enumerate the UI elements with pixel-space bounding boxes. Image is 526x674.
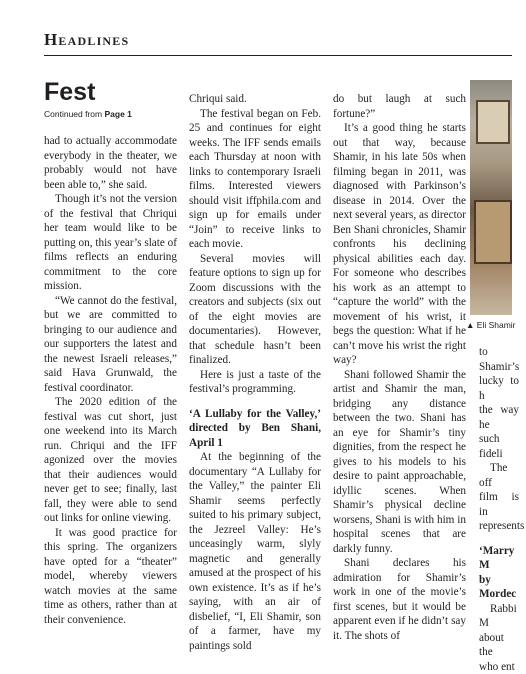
text-line: represents: [479, 519, 519, 534]
article-column-4: [479, 345, 519, 674]
paragraph: At the beginning of the documentary “A Lullaby for the Valley,” the painter Eli Shamir seems perfectly suited to his primary subject, the Jezreel Valley: He’s unceasingly warm, slyly magnetic and generally amused at the prospect of his own existence. It’s as if he’s saying, with an air of disbelief, “I, Eli Shamir, son of a farmer, have my paintings sold: [189, 450, 321, 653]
photo-caption: ▲ Eli Shamir: [466, 320, 526, 330]
paragraph: Shani followed Shamir the artist and Shamir the man, bridging any distance between the two. Shani has an eye for Shamir’s tiny dignities, from the respect he gives to his models to his desire to paint approachable, idyllic scenes. When Shamir’s physical decline worsens, Shani is with him in hospital scenes that are darkly funny.: [333, 368, 466, 557]
text-line: such fideli: [479, 432, 519, 461]
paragraph: The festival began on Feb. 25 and continues for eight weeks. The IFF sends emails each Thursday at noon with links to contemporary Israeli films. Interested viewers should visit iffphila.com and sign up for emails under “Join” to receive links to each movie.: [189, 107, 321, 252]
paragraph: “We cannot do the festival, but we are committed to bringing to our audience and our supporters the latest and the newest Israeli releases,” said Hava Grunwald, the festival coordinator.: [44, 294, 177, 396]
article-column-3: [333, 92, 466, 643]
painting-frame: [474, 200, 512, 264]
article-photo: [470, 80, 512, 315]
film-subhead: ‘A Lullaby for the Valley,’ directed by Ben Shani, April 1: [189, 407, 321, 451]
paragraph: It’s a good thing he starts out that way, because Shamir, in his late 50s when filming began in 2011, was diagnosed with Parkinson’s disease in 2014. Over the next several years, as director Ben Shani chronicles, Shamir confronts his declining physical abilities each day. For someone who describes his work as an attempt to “capture the world” with the movement of his wrist, it begs the question: What if he can’t move his wrist the right way?: [333, 121, 466, 368]
paragraph: had to actually accommodate everybody in the theater, we probably would not have been able to,” she said.: [44, 134, 177, 192]
paragraph: Here is just a taste of the festival’s programming.: [189, 368, 321, 397]
text-line: lucky to h: [479, 374, 519, 403]
section-rule: [44, 55, 512, 56]
article-column-2: [189, 92, 321, 653]
paragraph: Though it’s not the version of the festival that Chriqui her team would like to be putting on, this year’s slate of films reflects an enduring commitment to the core mission.: [44, 192, 177, 294]
paragraph: Chriqui said.: [189, 92, 321, 107]
text-line: who ent: [479, 660, 519, 674]
paragraph: Several movies will feature options to sign up for Zoom discussions with the creators and subjects (six out of the eight movies are documentaries). However, that schedule hasn’t been finalized.: [189, 252, 321, 368]
section-heading: Headlines: [44, 30, 129, 50]
continued-page-link[interactable]: Page 1: [104, 109, 131, 119]
article-column-1: [44, 79, 177, 627]
film-subhead-line: by Mordec: [479, 573, 519, 602]
painting-frame: [476, 100, 510, 144]
film-subhead-line: ‘Marry M: [479, 544, 519, 573]
continued-prefix: Continued from: [44, 109, 104, 119]
continued-from-line: [44, 109, 177, 120]
text-line: The off: [479, 461, 519, 490]
paragraph: Shani declares his admiration for Shamir’s work in one of the movie’s first scenes, but it would be apparent even if he didn’t say it. The shots of: [333, 556, 466, 643]
text-line: film is in: [479, 490, 519, 519]
text-line: the way he: [479, 403, 519, 432]
paragraph: It was good practice for this spring. The organizers have opted for a “theater” model, whereby viewers watch movies at the same time as others, rather than at their convenience.: [44, 526, 177, 628]
paragraph: do but laugh at such fortune?”: [333, 92, 466, 121]
text-line: to Shamir’s: [479, 345, 519, 374]
article-title: Fest: [44, 79, 177, 105]
paragraph: The 2020 edition of the festival was cut short, just one weekend into its March run. Chriqui and the IFF agonized over the movies that their audiences would never get to see; finally, last fall, they were able to send out links for online viewing.: [44, 395, 177, 526]
text-line: about the: [479, 631, 519, 660]
text-line: Rabbi M: [479, 602, 519, 631]
